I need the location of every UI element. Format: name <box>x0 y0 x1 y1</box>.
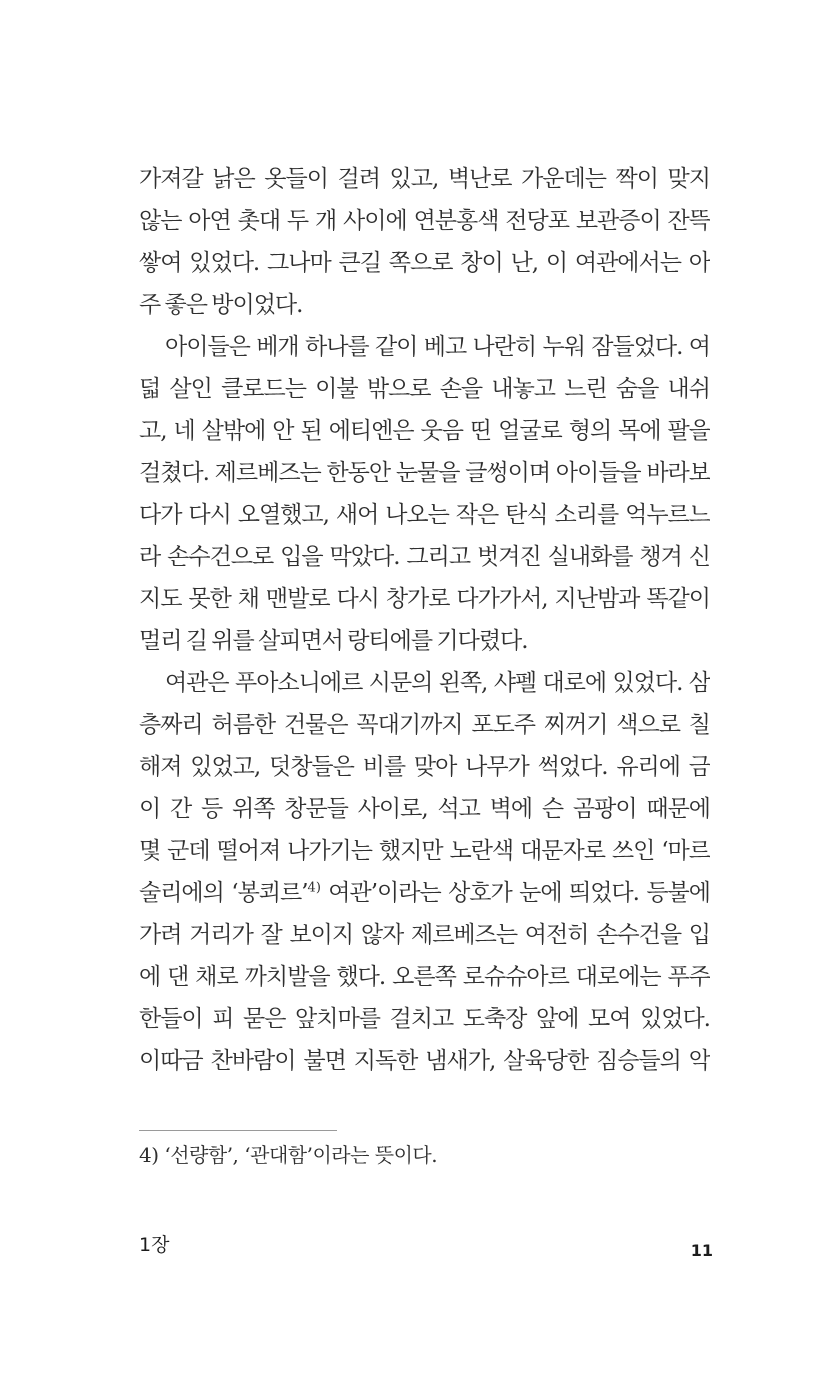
body-line: 쌓여 있었다. 그나마 큰길 쪽으로 창이 난, 이 여관에서는 아 <box>139 250 710 276</box>
footnote-separator-rule <box>139 1130 337 1131</box>
body-line-with-footnote-ref <box>139 872 710 914</box>
body-line: 가려 거리가 잘 보이지 않자 제르베즈는 여전히 손수건을 입 <box>139 922 710 948</box>
body-line: 멀리 길 위를 살피면서 랑티에를 기다렸다. <box>139 628 528 654</box>
body-line: 한들이 피 묻은 앞치마를 걸치고 도축장 앞에 모여 있었다. <box>139 1006 710 1032</box>
body-line-segment: 술리에의 ‘봉쾨르’ <box>139 880 308 906</box>
body-line: 않는 아연 촛대 두 개 사이에 연분홍색 전당포 보관증이 잔뜩 <box>139 208 710 234</box>
body-line: 지도 못한 채 맨발로 다시 창가로 다가가서, 지난밤과 똑같이 <box>139 586 710 612</box>
body-line: 덟 살인 클로드는 이불 밖으로 손을 내놓고 느린 숨을 내쉬 <box>139 376 710 402</box>
body-line: 라 손수건으로 입을 막았다. 그리고 벗겨진 실내화를 챙겨 신 <box>139 544 710 570</box>
body-line: 해져 있었고, 덧창들은 비를 맞아 나무가 썩었다. 유리에 금 <box>139 754 710 780</box>
body-line-segment: 여관’이라는 상호가 눈에 띄었다. 등불에 <box>320 880 710 906</box>
footnote-ref-marker: 4) <box>307 880 321 896</box>
body-line: 에 댄 채로 까치발을 했다. 오른쪽 로슈슈아르 대로에는 푸주 <box>139 964 710 990</box>
body-line: 이 간 등 위쪽 창문들 사이로, 석고 벽에 슨 곰팡이 때문에 <box>139 796 710 822</box>
chapter-label: 1장 <box>139 1234 170 1256</box>
footnote <box>139 1140 710 1170</box>
body-line: 가져갈 낡은 옷들이 걸려 있고, 벽난로 가운데는 짝이 맞지 <box>139 166 710 192</box>
body-line-paragraph-start: 아이들은 베개 하나를 같이 베고 나란히 누워 잠들었다. 여 <box>165 334 710 360</box>
body-line: 층짜리 허름한 건물은 꼭대기까지 포도주 찌꺼기 색으로 칠 <box>139 712 710 738</box>
page-number: 11 <box>690 1241 713 1260</box>
body-line: 걸쳤다. 제르베즈는 한동안 눈물을 글썽이며 아이들을 바라보 <box>139 460 710 486</box>
body-line: 고, 네 살밖에 안 된 에티엔은 웃음 띤 얼굴로 형의 목에 팔을 <box>139 418 710 444</box>
body-line: 다가 다시 오열했고, 새어 나오는 작은 탄식 소리를 억누르느 <box>139 502 710 528</box>
footnote-text: 4) ‘선량함’, ‘관대함’이라는 뜻이다. <box>139 1143 438 1167</box>
body-line: 주 좋은 방이었다. <box>139 292 303 318</box>
body-line: 이따금 찬바람이 불면 지독한 냄새가, 살육당한 짐승들의 악 <box>139 1048 710 1074</box>
body-line-paragraph-start: 여관은 푸아소니에르 시문의 왼쪽, 샤펠 대로에 있었다. 삼 <box>165 670 710 696</box>
body-line: 몇 군데 떨어져 나가기는 했지만 노란색 대문자로 쓰인 ‘마르 <box>139 838 710 864</box>
body-text-column <box>139 158 710 1082</box>
